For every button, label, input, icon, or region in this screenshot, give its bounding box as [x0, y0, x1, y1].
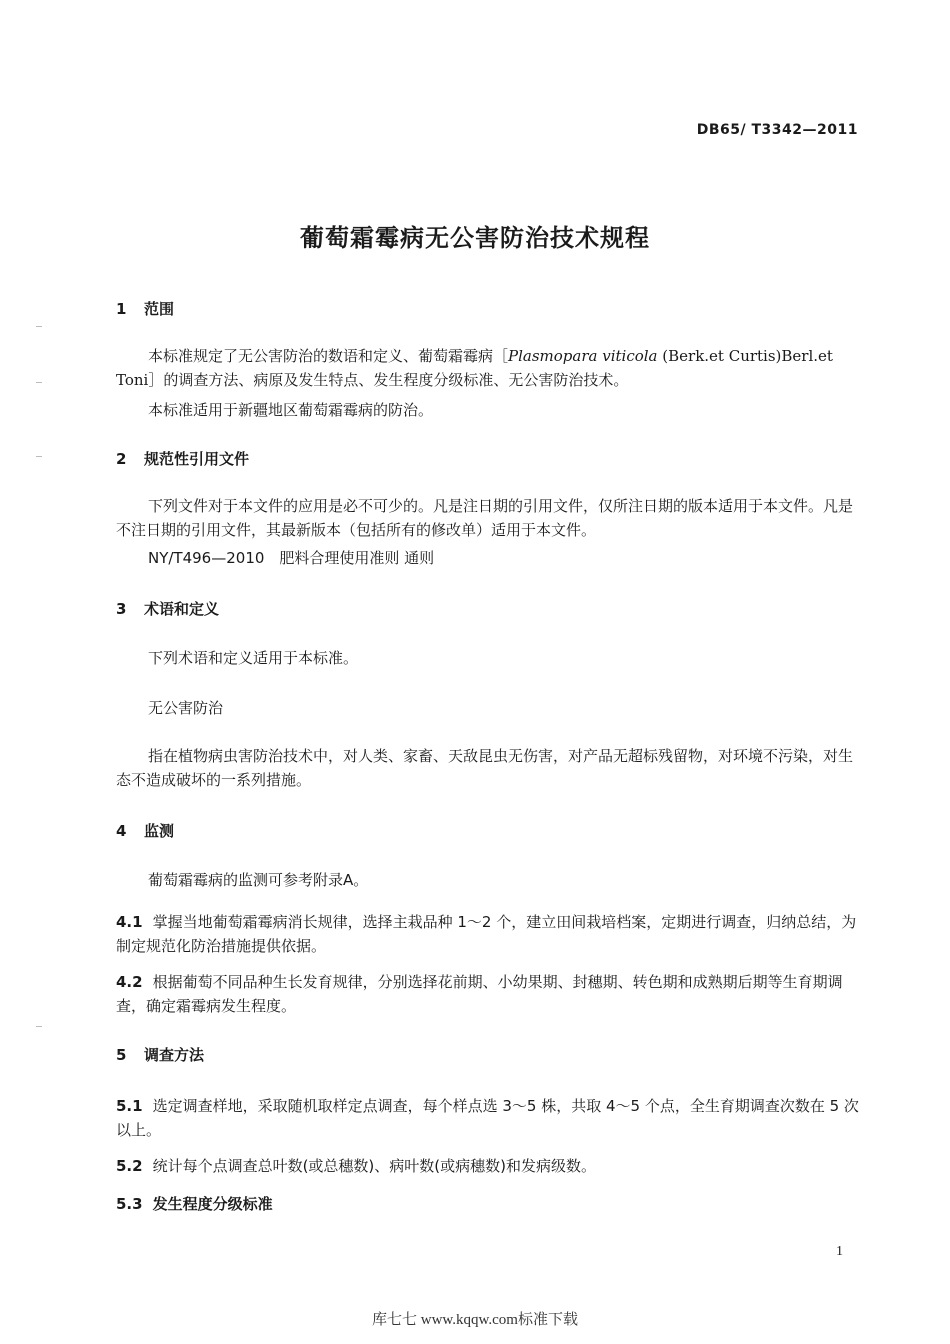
standard-code: DB65/ T3342—2011 [696, 122, 858, 138]
scan-mark [36, 456, 42, 457]
section-title: 调查方法 [144, 1046, 205, 1064]
footer-watermark: 库七七 www.kqqw.com标准下载 [372, 1312, 578, 1328]
section-title: 规范性引用文件 [144, 450, 250, 468]
section-3-paragraph-1: 下列术语和定义适用于本标准。 [148, 649, 359, 667]
section-1-heading [116, 298, 174, 319]
scan-mark [36, 382, 42, 383]
clause-number: 5.3 [116, 1195, 143, 1213]
term-name: 无公害防治 [148, 699, 224, 717]
latin-name: Plasmopara viticola [508, 347, 658, 365]
clause-text: 统计每个点调查总叶数(或总穗数)、病叶数(或病穗数)和发病级数。 [152, 1157, 596, 1175]
section-2-paragraph-1: 下列文件对于本文件的应用是必不可少的。凡是注日期的引用文件，仅所注日期的版本适用于本文件。凡是不注日期的引用文件，其最新版本（包括所有的修改单）适用于本文件。 [116, 497, 854, 539]
clause-5-3 [116, 1192, 860, 1216]
section-title: 范围 [144, 300, 175, 318]
section-3-heading [116, 598, 219, 619]
section-number: 5 [116, 1046, 127, 1064]
section-title: 监测 [144, 822, 175, 840]
section-1-paragraph-2: 本标准适用于新疆地区葡萄霜霉病的防治。 [148, 401, 434, 419]
clause-number: 5.1 [116, 1097, 143, 1115]
clause-text: 选定调查样地，采取随机取样定点调查，每个样点选 3～5 株，共取 4～5 个点，全生育期调查次数在 5 次以上。 [116, 1097, 859, 1139]
clause-number: 4.2 [116, 973, 143, 991]
page-number: 1 [836, 1244, 843, 1259]
clause-4-1 [116, 910, 860, 958]
clause-4-2 [116, 970, 860, 1018]
scan-mark [36, 1026, 42, 1027]
section-number: 2 [116, 450, 127, 468]
text-run: 本标准规定了无公害防治的数语和定义、葡萄霜霉病［ [148, 347, 509, 365]
scan-mark [36, 326, 42, 327]
normative-reference: NY/T496—2010 肥料合理使用准则 通则 [148, 549, 435, 567]
clause-text: 根据葡萄不同品种生长发育规律，分别选择花前期、小幼果期、封穗期、转色期和成熟期后期等生育期调查，确定霜霉病发生程度。 [116, 973, 843, 1015]
text-run: (Berk.et Curtis)Berl.et Toni］的调查方法、病原及发生特点、发生程度分级标准、无公害防治技术。 [116, 347, 833, 389]
clause-text: 掌握当地葡萄霜霉病消长规律，选择主栽品种 1～2 个，建立田间栽培档案，定期进行调查，归纳总结，为制定规范化防治措施提供依据。 [116, 913, 857, 955]
section-1-paragraph-1 [116, 344, 860, 392]
section-5-heading [116, 1044, 204, 1065]
document-title: 葡萄霜霉病无公害防治技术规程 [300, 224, 650, 252]
term-definition: 指在植物病虫害防治技术中，对人类、家畜、天敌昆虫无伤害，对产品无超标残留物，对环境不污染，对生态不造成破坏的一系列措施。 [116, 747, 854, 789]
section-4-paragraph-1: 葡萄霜霉病的监测可参考附录A。 [148, 871, 369, 889]
section-title: 术语和定义 [144, 600, 220, 618]
clause-5-2 [116, 1154, 860, 1178]
section-4-heading [116, 820, 174, 841]
section-number: 1 [116, 300, 127, 318]
section-number: 3 [116, 600, 127, 618]
clause-text: 发生程度分级标准 [152, 1195, 273, 1213]
clause-number: 4.1 [116, 913, 143, 931]
section-2-heading [116, 448, 249, 469]
clause-5-1 [116, 1094, 860, 1142]
clause-number: 5.2 [116, 1157, 143, 1175]
section-number: 4 [116, 822, 127, 840]
